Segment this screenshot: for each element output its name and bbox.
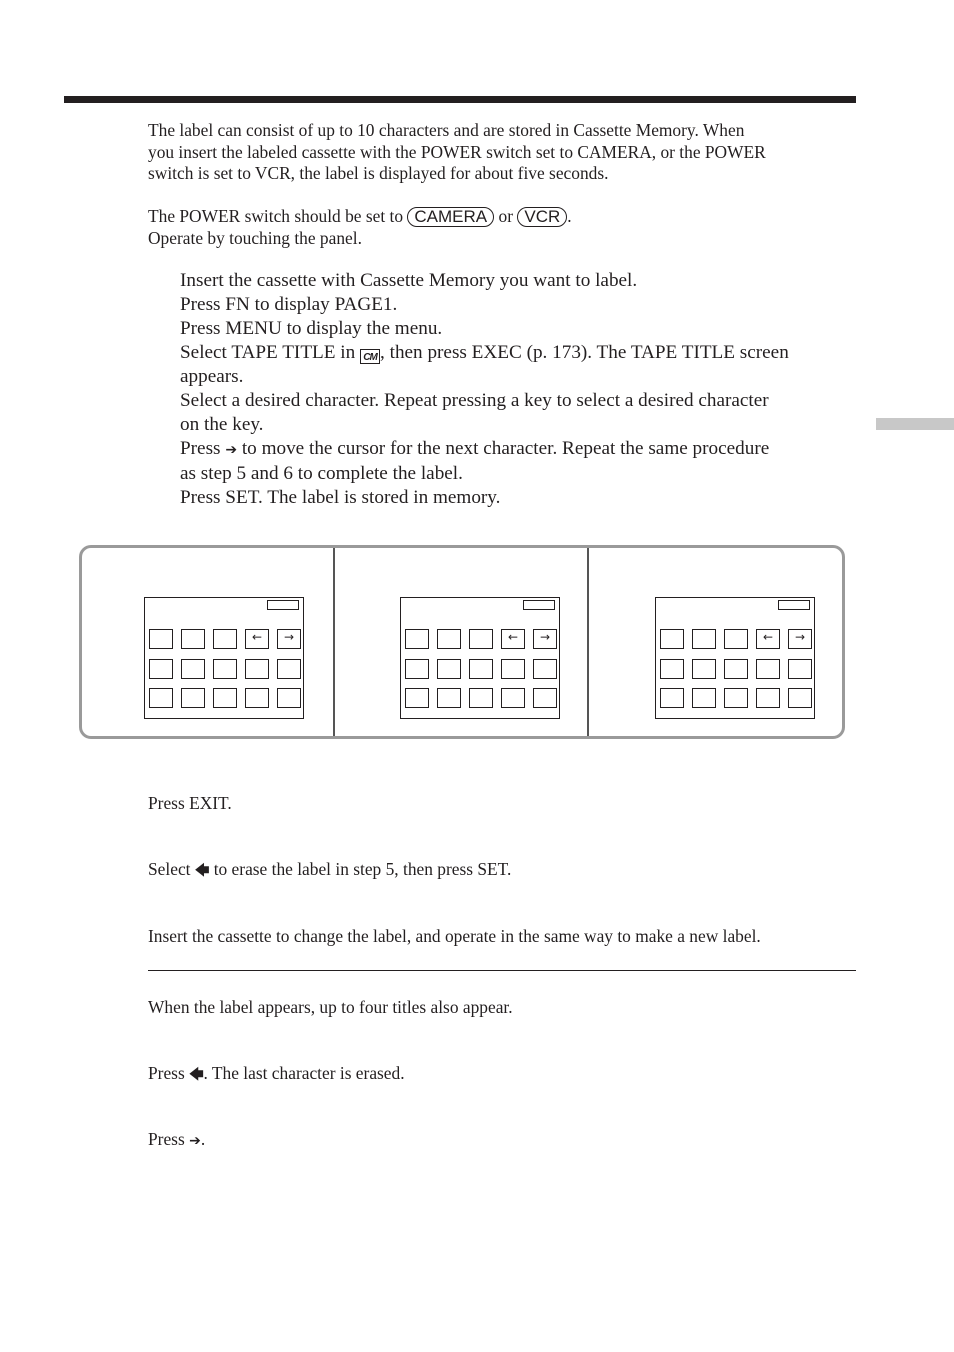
left-arrow-key: ← (245, 629, 269, 649)
key (692, 659, 716, 679)
key (181, 659, 205, 679)
intro-paragraph (148, 120, 858, 185)
key (277, 659, 301, 679)
key (405, 688, 429, 708)
left-arrow-key: ← (756, 629, 780, 649)
note-space-post: . (200, 1129, 206, 1149)
key (149, 659, 173, 679)
key (245, 659, 269, 679)
step-1: Insert the cassette with Cassette Memory you want to label. (180, 270, 638, 291)
top-rule (64, 96, 856, 103)
operate-note: Operate by touching the panel. (148, 228, 362, 248)
panel-divider-1 (333, 548, 335, 736)
section-tab (876, 418, 954, 430)
key (501, 688, 525, 708)
key (469, 629, 493, 649)
cassette-memory-icon: CM (360, 349, 380, 364)
note-erase-post: to erase the label in step 5, then press SET. (213, 859, 512, 879)
key (788, 688, 812, 708)
note-last-pre: Press (148, 1063, 185, 1083)
left-arrow-key: ← (501, 629, 525, 649)
power-suffix: . (567, 206, 572, 226)
key (533, 688, 557, 708)
note-last-post: . The last character is erased. (203, 1063, 405, 1083)
note-space (148, 1128, 205, 1152)
note-erase (148, 858, 511, 882)
key (405, 659, 429, 679)
note-erase-pre: Select (148, 859, 191, 879)
camera-badge: CAMERA (407, 207, 494, 227)
key (181, 629, 205, 649)
key (405, 629, 429, 649)
step-4-text-a: Select TAPE TITLE in (180, 342, 356, 363)
note-change: Insert the cassette to change the label, and operate in the same way to make a new label. (148, 926, 761, 946)
vcr-badge: VCR (517, 207, 567, 227)
power-switch-note (148, 205, 572, 227)
left-arrow-icon: 🡄 (189, 1067, 204, 1083)
tape-title-screen-2 (400, 597, 560, 719)
intro-line-2: you insert the labeled cassette with the POWER switch set to CAMERA, or the POWER (148, 141, 766, 162)
tape-title-screen-1 (144, 597, 304, 719)
right-arrow-icon: ➔ (225, 442, 238, 458)
key (437, 629, 461, 649)
key (724, 688, 748, 708)
section-rule (148, 970, 856, 971)
right-arrow-key: → (788, 629, 812, 649)
key (692, 688, 716, 708)
key (724, 659, 748, 679)
note-space-pre: Press (148, 1129, 185, 1149)
key (213, 688, 237, 708)
key (181, 688, 205, 708)
note-exit: Press EXIT. (148, 793, 232, 813)
key (213, 659, 237, 679)
key (660, 659, 684, 679)
right-arrow-icon: ➔ (189, 1133, 201, 1149)
step-6-cont: as step 5 and 6 to complete the label. (180, 463, 463, 484)
panel-divider-2 (587, 548, 589, 736)
note-titles: When the label appears, up to four titles also appear. (148, 997, 513, 1017)
tape-title-screen-3 (655, 597, 815, 719)
key (277, 688, 301, 708)
power-or: or (498, 206, 513, 226)
intro-line-3: switch is set to VCR, the label is displayed for about five seconds. (148, 163, 609, 183)
power-prefix: The POWER switch should be set to (148, 206, 404, 226)
note-last-char (148, 1062, 405, 1086)
procedure-steps (180, 269, 850, 510)
key (501, 659, 525, 679)
key (756, 688, 780, 708)
key (660, 629, 684, 649)
key (149, 688, 173, 708)
step-4-cont: appears. (180, 366, 244, 387)
step-5: Select a desired character. Repeat pressing a key to select a desired character (180, 390, 769, 411)
step-2: Press FN to display PAGE1. (180, 294, 398, 315)
step-4-text-b: , then press EXEC (p. 173). The TAPE TITLE screen (380, 342, 789, 363)
screen-set-button (523, 600, 555, 610)
key (437, 659, 461, 679)
key (788, 659, 812, 679)
key (469, 659, 493, 679)
right-arrow-key: → (277, 629, 301, 649)
left-arrow-icon: 🡄 (194, 863, 210, 879)
step-6-post: to move the cursor for the next character. Repeat the same procedure (241, 438, 770, 459)
key (437, 688, 461, 708)
step-5-cont: on the key. (180, 414, 264, 435)
step-7: Press SET. The label is stored in memory. (180, 487, 501, 508)
step-6-pre: Press (180, 438, 221, 459)
step-4 (180, 341, 850, 365)
step-3: Press MENU to display the menu. (180, 318, 443, 339)
screen-set-button (267, 600, 299, 610)
intro-line-1: The label can consist of up to 10 characters and are stored in Cassette Memory. When (148, 120, 745, 140)
key (724, 629, 748, 649)
key (469, 688, 493, 708)
screen-set-button (778, 600, 810, 610)
key (660, 688, 684, 708)
key (149, 629, 173, 649)
key (533, 659, 557, 679)
key (692, 629, 716, 649)
key (756, 659, 780, 679)
step-6 (180, 437, 850, 462)
key (245, 688, 269, 708)
right-arrow-key: → (533, 629, 557, 649)
key (213, 629, 237, 649)
